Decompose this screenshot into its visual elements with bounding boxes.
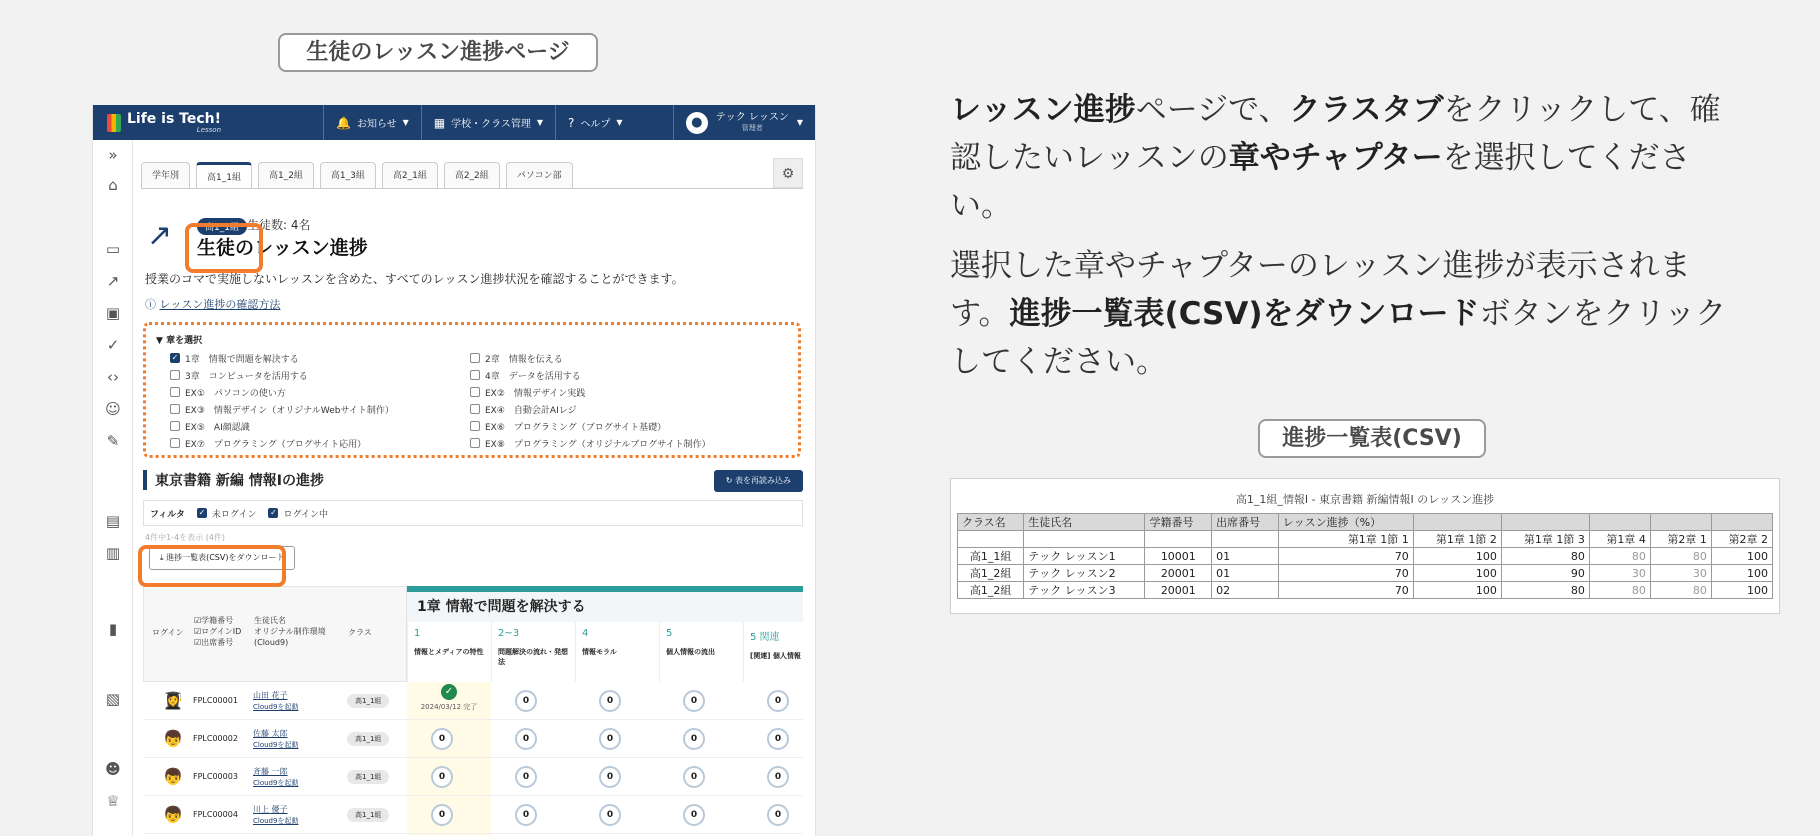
trophy-icon[interactable]: ♕ bbox=[106, 792, 120, 810]
checkbox-icon bbox=[470, 353, 480, 363]
student-count: 生徒数: 4名 bbox=[247, 218, 311, 232]
csv-cell: レッスン進捗（%） bbox=[1278, 514, 1413, 531]
csv-row bbox=[958, 548, 1773, 565]
lesson-name: 情報モラル bbox=[582, 648, 617, 656]
progress-ring[interactable]: 0 bbox=[767, 728, 789, 750]
chapter-label: EX⑦ プログラミング（ブログサイト応用） bbox=[185, 439, 367, 450]
csv-cell: 30 bbox=[1650, 565, 1711, 582]
progress-ring[interactable]: 0 bbox=[683, 766, 705, 788]
instruction-step-2 bbox=[950, 242, 1750, 386]
checkbox-icon bbox=[470, 404, 480, 414]
csv-cell: クラス名 bbox=[958, 514, 1024, 531]
chapter-checkbox[interactable] bbox=[170, 351, 470, 365]
csv-cell: 100 bbox=[1413, 548, 1501, 565]
csv-cell: 90 bbox=[1501, 565, 1589, 582]
csv-cell: 80 bbox=[1589, 548, 1650, 565]
student-name-link[interactable]: 川上 優子 bbox=[253, 805, 288, 814]
check-icon: ✓ bbox=[441, 684, 457, 700]
logo-mark-icon bbox=[107, 114, 121, 132]
student-name-link[interactable]: 佐藤 太郎 bbox=[253, 729, 288, 738]
chapter-checkbox[interactable] bbox=[170, 419, 470, 433]
caret-down-icon: ▼ bbox=[402, 118, 409, 127]
lesson-number: 2~3 bbox=[498, 628, 520, 639]
csv-cell: 80 bbox=[1650, 548, 1711, 565]
progress-chart-icon[interactable]: ↗ bbox=[106, 272, 120, 290]
chapter-label: EX⑥ プログラミング（ブログサイト基礎） bbox=[485, 422, 667, 433]
instruction-emphasis: 章やチャプター bbox=[1228, 140, 1443, 176]
top-navigation-bar bbox=[93, 105, 815, 140]
smile-icon[interactable]: ☻ bbox=[105, 760, 121, 778]
checkbox-checked-icon: ✓ bbox=[270, 508, 277, 517]
progress-ring[interactable]: 0 bbox=[767, 804, 789, 826]
csv-cell: 20001 bbox=[1145, 565, 1212, 582]
user-menu[interactable] bbox=[673, 105, 815, 140]
caret-down-icon: ▼ bbox=[536, 118, 544, 127]
chapter-label: EX① パソコンの使い方 bbox=[185, 388, 286, 399]
csv-cell: テック レッスン3 bbox=[1024, 582, 1145, 599]
notice-menu[interactable] bbox=[323, 105, 421, 140]
class-chip: 高1_1組 bbox=[347, 770, 389, 784]
chapter-label: 2章 情報を伝える bbox=[485, 354, 563, 365]
col-login: ログイン bbox=[152, 628, 184, 637]
csv-cell: 20001 bbox=[1145, 582, 1212, 599]
instruction-text: を選択してください。 bbox=[950, 140, 1691, 224]
code-icon[interactable]: ‹› bbox=[107, 368, 119, 386]
progress-ring[interactable]: 0 bbox=[767, 766, 789, 788]
csv-table bbox=[957, 513, 1773, 599]
progress-ring[interactable]: 0 bbox=[431, 728, 453, 750]
csv-cell bbox=[1711, 514, 1772, 531]
csv-cell: 出席番号 bbox=[1212, 514, 1279, 531]
cloud9-launch-link[interactable]: Cloud9を起動 bbox=[253, 703, 299, 711]
progress-ring[interactable]: 0 bbox=[767, 690, 789, 712]
checkbox-checked-icon: ✓ bbox=[198, 508, 206, 517]
report-icon[interactable]: ▥ bbox=[105, 544, 121, 562]
progress-ring[interactable]: 0 bbox=[515, 690, 537, 712]
filter-label: フィルタ bbox=[150, 509, 185, 520]
csv-cell: テック レッスン2 bbox=[1024, 565, 1145, 582]
csv-cell: 高1_1組 bbox=[958, 548, 1024, 565]
student-id: FPLC00001 bbox=[193, 696, 238, 705]
screenshot-caption: 生徒のレッスン進捗ページ bbox=[278, 33, 598, 72]
csv-cell: 70 bbox=[1278, 548, 1413, 565]
question-circle-icon: ⓘ bbox=[145, 298, 160, 311]
filter-logged-in[interactable]: ✓ ログイン中 bbox=[270, 508, 329, 520]
instruction-emphasis: クラスタブ bbox=[1289, 92, 1444, 128]
chapter-label: EX⑧ プログラミング（オリジナルブログサイト制作） bbox=[485, 439, 711, 450]
filter-not-logged-in[interactable]: ✓ 未ログイン bbox=[198, 508, 257, 520]
notice-label: お知らせ bbox=[356, 119, 397, 130]
bell-icon: 🔔 bbox=[336, 115, 351, 130]
csv-cell: 30 bbox=[1589, 565, 1650, 582]
student-id: FPLC00003 bbox=[193, 772, 238, 781]
logo-subtext: Lesson bbox=[196, 125, 222, 134]
settings-gear-icon[interactable]: ⚙ bbox=[773, 158, 803, 188]
checkbox-icon bbox=[170, 421, 180, 431]
check-circle-icon[interactable]: ✓ bbox=[106, 336, 120, 354]
instruction-text: をクリックして、確認したいレッスンの bbox=[950, 92, 1721, 176]
progress-ring[interactable]: 0 bbox=[599, 804, 621, 826]
checkbox-icon bbox=[470, 421, 480, 431]
tab-class-1-3[interactable]: 高1_3組 bbox=[320, 162, 376, 188]
user-role: 管理者 bbox=[741, 124, 763, 132]
chapter-checkbox[interactable] bbox=[170, 402, 470, 416]
tab-grade[interactable]: 学年別 bbox=[141, 162, 190, 188]
student-name-link[interactable]: 斉藤 一郎 bbox=[253, 767, 288, 776]
lesson-column-header bbox=[743, 622, 816, 682]
col-class: クラス bbox=[348, 628, 372, 637]
section-title: 東京書籍 新編 情報Iの進捗 bbox=[143, 470, 324, 490]
tab-divider bbox=[141, 188, 803, 189]
class-tabs bbox=[141, 162, 573, 188]
chapter-checkbox[interactable] bbox=[470, 402, 770, 416]
csv-cell: 02 bbox=[1212, 582, 1279, 599]
tab-class-1-2[interactable]: 高1_2組 bbox=[258, 162, 314, 188]
lesson-column-header bbox=[407, 622, 491, 682]
table-row bbox=[143, 758, 803, 796]
csv-row bbox=[958, 531, 1773, 548]
tab-class-2-1[interactable]: 高2_1組 bbox=[382, 162, 438, 188]
table-row bbox=[143, 796, 803, 834]
lesson-number: 5 bbox=[666, 628, 673, 639]
lesson-number: 5 関連 bbox=[750, 632, 780, 643]
student-id: FPLC00004 bbox=[193, 810, 238, 819]
logo-text: Life is Tech! bbox=[127, 110, 222, 127]
trend-up-icon: ↗ bbox=[147, 218, 173, 253]
csv-row bbox=[958, 514, 1773, 531]
app-screenshot bbox=[92, 105, 816, 836]
csv-cell: 80 bbox=[1589, 582, 1650, 599]
user-name: テック レッスン bbox=[715, 112, 789, 123]
csv-cell: 10001 bbox=[1145, 548, 1212, 565]
table-row bbox=[143, 720, 803, 758]
csv-title: 高1_1組_情報Ⅰ - 東京書籍 新編情報Ⅰ のレッスン進捗 bbox=[1235, 493, 1495, 506]
csv-cell: 100 bbox=[1413, 565, 1501, 582]
csv-cell: 高1_2組 bbox=[958, 565, 1024, 582]
class-chip: 高1_1組 bbox=[347, 732, 389, 746]
chapter-header: 1章 情報で問題を解決する bbox=[407, 592, 803, 622]
csv-cell: 01 bbox=[1212, 565, 1279, 582]
chapter-select-title[interactable]: ▼ 章を選択 bbox=[156, 336, 203, 346]
csv-cell: 80 bbox=[1650, 582, 1711, 599]
class-chip: 高1_1組 bbox=[347, 808, 389, 822]
chapter-checkbox[interactable] bbox=[170, 368, 470, 382]
csv-caption: 進捗一覧表(CSV) bbox=[1258, 419, 1486, 458]
progress-table bbox=[143, 586, 803, 836]
student-avatar: 👦 bbox=[163, 729, 183, 748]
user-avatar-icon: ● bbox=[686, 112, 708, 134]
result-count: 4件中1-4を表示 (4件) bbox=[145, 533, 226, 542]
home-icon[interactable]: ⌂ bbox=[108, 176, 118, 194]
csv-cell: 100 bbox=[1711, 582, 1772, 599]
csv-cell: 第1章 1節 2 bbox=[1413, 531, 1501, 548]
csv-cell bbox=[1650, 514, 1711, 531]
instruction-step-1 bbox=[950, 86, 1750, 230]
chapter-checkbox[interactable] bbox=[170, 385, 470, 399]
lesson-name: 情報とメディアの特性 bbox=[414, 648, 484, 656]
col-ids: ☑学籍番号 ☑ログインID ☑出席番号 bbox=[194, 616, 242, 647]
student-name-link[interactable]: 山田 花子 bbox=[253, 691, 288, 700]
csv-cell: 100 bbox=[1413, 582, 1501, 599]
progress-ring[interactable]: 0 bbox=[515, 804, 537, 826]
terminal-icon[interactable]: ▭ bbox=[105, 240, 121, 258]
csv-cell: 01 bbox=[1212, 548, 1279, 565]
csv-cell: 70 bbox=[1278, 582, 1413, 599]
cloud9-launch-link[interactable]: Cloud9を起動 bbox=[253, 741, 299, 749]
chapter-list bbox=[156, 351, 788, 450]
csv-cell: 80 bbox=[1501, 582, 1589, 599]
csv-cell: 100 bbox=[1711, 565, 1772, 582]
lesson-completed[interactable] bbox=[407, 684, 491, 712]
page-title: 生徒のレッスン進捗 bbox=[197, 237, 368, 259]
chapter-checkbox[interactable] bbox=[170, 436, 470, 450]
csv-cell bbox=[1145, 531, 1212, 548]
progress-ring[interactable]: 0 bbox=[683, 804, 705, 826]
student-avatar: 👦 bbox=[163, 767, 183, 786]
school-label: 学校・クラス管理 bbox=[451, 119, 531, 130]
csv-row bbox=[958, 582, 1773, 599]
lesson-number: 1 bbox=[414, 628, 421, 639]
chapter-selector bbox=[143, 322, 801, 458]
chapter-label: EX④ 自動会計AIレジ bbox=[485, 405, 577, 416]
student-avatar: 👩‍🎓 bbox=[163, 691, 183, 710]
page-description: 授業のコマで実施しないレッスンを含めた、すべてのレッスン進捗状況を確認することができます。 bbox=[145, 272, 684, 286]
table-row bbox=[143, 682, 803, 720]
cloud9-launch-link[interactable]: Cloud9を起動 bbox=[253, 779, 299, 787]
checkbox-icon bbox=[470, 370, 480, 380]
lesson-name: [関連] 個人情報 bbox=[750, 652, 801, 660]
csv-preview bbox=[950, 478, 1780, 614]
student-id: FPLC00002 bbox=[193, 734, 238, 743]
instruction-text: 選択した章やチャプターのレッスン進捗が表示されます。 bbox=[950, 248, 1691, 332]
lesson-column-header bbox=[659, 622, 743, 682]
caret-down-icon: ▼ bbox=[616, 118, 623, 127]
csv-cell: 第2章 1 bbox=[1650, 531, 1711, 548]
progress-ring[interactable]: 0 bbox=[515, 728, 537, 750]
tab-class-2-2[interactable]: 高2_2組 bbox=[444, 162, 500, 188]
csv-cell: 第2章 2 bbox=[1711, 531, 1772, 548]
people-icon[interactable]: ☺ bbox=[105, 400, 121, 418]
csv-cell: 第1章 1節 3 bbox=[1501, 531, 1589, 548]
file-settings-icon[interactable]: ▧ bbox=[105, 690, 121, 708]
class-badge: 高1_1組 bbox=[197, 218, 247, 235]
progress-ring[interactable]: 0 bbox=[599, 766, 621, 788]
sidebar bbox=[93, 140, 133, 836]
pencil-icon[interactable]: ✎ bbox=[106, 432, 120, 450]
bar-chart-icon[interactable]: ▮ bbox=[108, 620, 118, 638]
col-name: 生徒氏名 オリジナル制作環境 (Cloud9) bbox=[254, 616, 326, 647]
progress-ring[interactable]: 0 bbox=[683, 728, 705, 750]
csv-cell bbox=[1589, 514, 1650, 531]
progress-ring[interactable]: 0 bbox=[515, 766, 537, 788]
reload-table-button[interactable]: ↻ 表を再読み込み bbox=[714, 470, 803, 492]
progress-ring[interactable]: 0 bbox=[599, 690, 621, 712]
chapter-checkbox[interactable] bbox=[470, 385, 770, 399]
csv-cell: 学籍番号 bbox=[1145, 514, 1212, 531]
chapter-label: 3章 コンピュータを活用する bbox=[185, 371, 308, 382]
csv-cell bbox=[1501, 514, 1589, 531]
instruction-text: ページで、 bbox=[1135, 92, 1290, 128]
lesson-name: 個人情報の流出 bbox=[666, 648, 715, 656]
csv-cell: 100 bbox=[1711, 548, 1772, 565]
instruction-emphasis: レッスン進捗 bbox=[950, 92, 1136, 128]
chapter-label: EX⑤ AI顔認識 bbox=[185, 422, 250, 433]
csv-cell: 70 bbox=[1278, 565, 1413, 582]
chapter-label: 4章 データを活用する bbox=[485, 371, 581, 382]
tab-class-1-1[interactable]: 高1_1組 bbox=[196, 162, 252, 188]
csv-cell bbox=[1024, 531, 1145, 548]
csv-cell: テック レッスン1 bbox=[1024, 548, 1145, 565]
chapter-checkbox[interactable] bbox=[470, 436, 770, 450]
csv-cell: 第1章 4 bbox=[1589, 531, 1650, 548]
tab-pc-club[interactable]: パソコン部 bbox=[506, 162, 573, 188]
lesson-number: 4 bbox=[582, 628, 589, 639]
csv-cell: 生徒氏名 bbox=[1024, 514, 1145, 531]
csv-cell: 高1_2組 bbox=[958, 582, 1024, 599]
help-label: ヘルプ bbox=[580, 119, 611, 130]
help-circle-icon: ? bbox=[568, 115, 575, 130]
cloud9-launch-link[interactable]: Cloud9を起動 bbox=[253, 817, 299, 825]
lesson-name: 問題解決の流れ・発想法 bbox=[498, 648, 568, 666]
progress-ring[interactable]: 0 bbox=[431, 804, 453, 826]
csv-cell bbox=[958, 531, 1024, 548]
chapter-checkbox[interactable] bbox=[470, 368, 770, 382]
checkbox-icon bbox=[170, 370, 180, 380]
caret-down-icon: ▼ bbox=[796, 118, 803, 127]
instruction-emphasis: 進捗一覧表(CSV)をダウンロード bbox=[1009, 296, 1480, 332]
table-header-left bbox=[143, 586, 407, 682]
filter-row bbox=[143, 500, 803, 526]
csv-cell bbox=[1413, 514, 1501, 531]
checkbox-icon bbox=[170, 404, 180, 414]
help-menu[interactable] bbox=[555, 105, 635, 140]
building-icon: ▦ bbox=[433, 115, 446, 130]
student-avatar: 👦 bbox=[163, 805, 183, 824]
app-logo[interactable] bbox=[93, 112, 323, 134]
help-link[interactable] bbox=[145, 296, 280, 312]
school-class-menu[interactable] bbox=[421, 105, 555, 140]
chapter-label: 1章 情報で問題を解決する bbox=[185, 354, 299, 365]
lesson-column-header bbox=[491, 622, 575, 682]
chapter-label: EX② 情報デザイン実践 bbox=[485, 388, 586, 399]
chapter-label: EX③ 情報デザイン（オリジナルWebサイト制作） bbox=[185, 405, 394, 416]
instruction-text: ボタンをクリックしてください。 bbox=[950, 296, 1727, 380]
document-icon[interactable]: ▤ bbox=[105, 512, 121, 530]
checkbox-icon bbox=[470, 438, 480, 448]
download-csv-button[interactable]: ⤓ 進捗一覧表(CSV)をダウンロード bbox=[149, 546, 295, 570]
progress-ring[interactable]: 0 bbox=[431, 766, 453, 788]
checkbox-icon bbox=[170, 387, 180, 397]
csv-row bbox=[958, 565, 1773, 582]
class-tab-highlight bbox=[185, 223, 263, 273]
presentation-icon[interactable]: ▣ bbox=[105, 304, 121, 322]
expand-sidebar-icon[interactable]: » bbox=[108, 146, 118, 164]
checkbox-icon bbox=[470, 387, 480, 397]
checkbox-checked-icon: ✓ bbox=[171, 353, 179, 362]
class-chip: 高1_1組 bbox=[347, 694, 389, 708]
chapter-checkbox[interactable] bbox=[470, 351, 770, 365]
completed-date: 2024/03/12 完了 bbox=[420, 703, 478, 711]
csv-button-highlight bbox=[138, 545, 286, 587]
csv-cell: 第1章 1節 1 bbox=[1278, 531, 1413, 548]
progress-ring[interactable]: 0 bbox=[683, 690, 705, 712]
checkbox-icon bbox=[170, 438, 180, 448]
help-link-text[interactable]: レッスン進捗の確認方法 bbox=[159, 298, 281, 311]
csv-cell: 80 bbox=[1501, 548, 1589, 565]
csv-cell bbox=[1212, 531, 1279, 548]
progress-ring[interactable]: 0 bbox=[599, 728, 621, 750]
chapter-checkbox[interactable] bbox=[470, 419, 770, 433]
lesson-column-header bbox=[575, 622, 659, 682]
